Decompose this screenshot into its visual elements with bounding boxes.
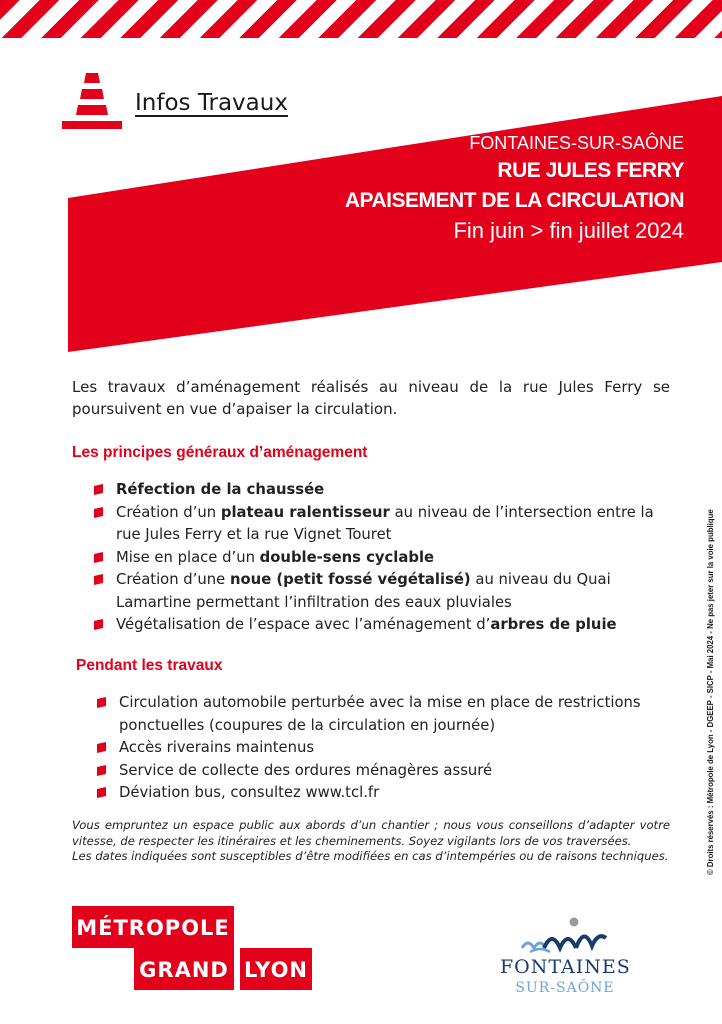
works-title: Pendant les travaux — [76, 657, 223, 674]
list-item-text: Création d’un plateau ralentisseur au niveau de l’intersection entre la rue Jules Ferry et la rue Vignet Touret — [116, 503, 654, 543]
banner-street: RUE JULES FERRY — [497, 159, 684, 182]
metropole-logo-top: MÉTROPOLE — [72, 906, 234, 948]
disclaimer-note-line: Les dates indiquées sont susceptibles d’être modifiées en cas d’intempéries ou de raisons techniques. — [72, 849, 669, 863]
list-item-text: Déviation bus, consultez www.tcl.fr — [119, 784, 380, 801]
list-item-text: Accès riverains maintenus — [119, 739, 315, 756]
bullet-icon — [97, 787, 106, 798]
safety-note-line: Vous empruntez un espace public aux abords d’un chantier ; nous vous conseillons d’adapter votre vitesse, de respecter les itinéraires et les cheminements. Soyez vigilants lors de vos traversées. — [72, 818, 670, 848]
bullet-icon — [94, 552, 103, 563]
bullet-icon — [97, 742, 106, 753]
metropole-logo-lyon: LYON — [240, 948, 312, 990]
list-item — [97, 760, 672, 783]
bold-text: Réfection de la chaussée — [116, 481, 325, 498]
bullet-icon — [94, 574, 103, 585]
works-list — [97, 692, 672, 805]
copyright-credit: © Droits réservés : Métropole de Lyon - DGEEP - SICP - Mai 2024 - Ne pas jeter sur la voie publique — [706, 509, 715, 875]
bullet-icon — [94, 619, 103, 630]
list-item-text: Mise en place d’un double-sens cyclable — [116, 548, 435, 566]
bold-text: arbres de pluie — [490, 616, 617, 633]
safety-note — [72, 818, 670, 865]
fontaines-name: FONTAINES — [500, 956, 631, 978]
list-item — [94, 614, 672, 637]
bold-text: noue (petit fossé végétalisé) — [229, 571, 471, 588]
brand-title: Infos Travaux — [135, 90, 288, 116]
list-item — [94, 479, 672, 502]
banner-dates: Fin juin > fin juillet 2024 — [453, 218, 684, 243]
banner-city: FONTAINES-SUR-SAÔNE — [469, 133, 684, 153]
list-item-text: Végétalisation de l’espace avec l’aménagement d’arbres de pluie — [116, 616, 617, 633]
bullet-icon — [97, 765, 106, 776]
list-item-text: Circulation automobile perturbée avec la mise en place de restrictions ponctuelles (coupures de la circulation en journée) — [119, 694, 641, 734]
principles-list — [94, 479, 672, 637]
list-item-text — [116, 481, 324, 498]
list-item — [94, 502, 672, 547]
bullet-icon — [97, 697, 106, 708]
list-item-text: Création d’une noue (petit fossé végétalisé) au niveau du Quai Lamartine permettant l’infiltration des eaux pluviales — [116, 571, 611, 611]
principles-title: Les principes généraux d’aménagement — [72, 444, 368, 461]
list-item — [97, 782, 672, 805]
bullet-icon — [94, 507, 103, 518]
intro-paragraph: Les travaux d’aménagement réalisés au niveau de la rue Jules Ferry se poursuivent en vue d’apaiser la circulation. — [72, 378, 670, 418]
list-item — [94, 547, 672, 570]
bold-text: plateau ralentisseur — [220, 503, 390, 521]
fontaines-logo — [500, 912, 630, 1002]
banner-text — [345, 130, 684, 246]
waves-icon — [500, 912, 630, 956]
fontaines-subname: SUR-SAÔNE — [515, 980, 615, 996]
bold-text: double-sens cyclable — [259, 548, 435, 566]
list-item-text: Service de collecte des ordures ménagères assuré — [119, 761, 493, 779]
traffic-cone-icon — [62, 73, 122, 129]
bullet-icon — [94, 484, 103, 495]
banner-project: APAISEMENT DE LA CIRCULATION — [344, 189, 684, 212]
list-item — [97, 692, 672, 737]
metropole-logo-grand: GRAND — [134, 948, 234, 990]
list-item — [94, 569, 672, 614]
list-item — [97, 737, 672, 760]
